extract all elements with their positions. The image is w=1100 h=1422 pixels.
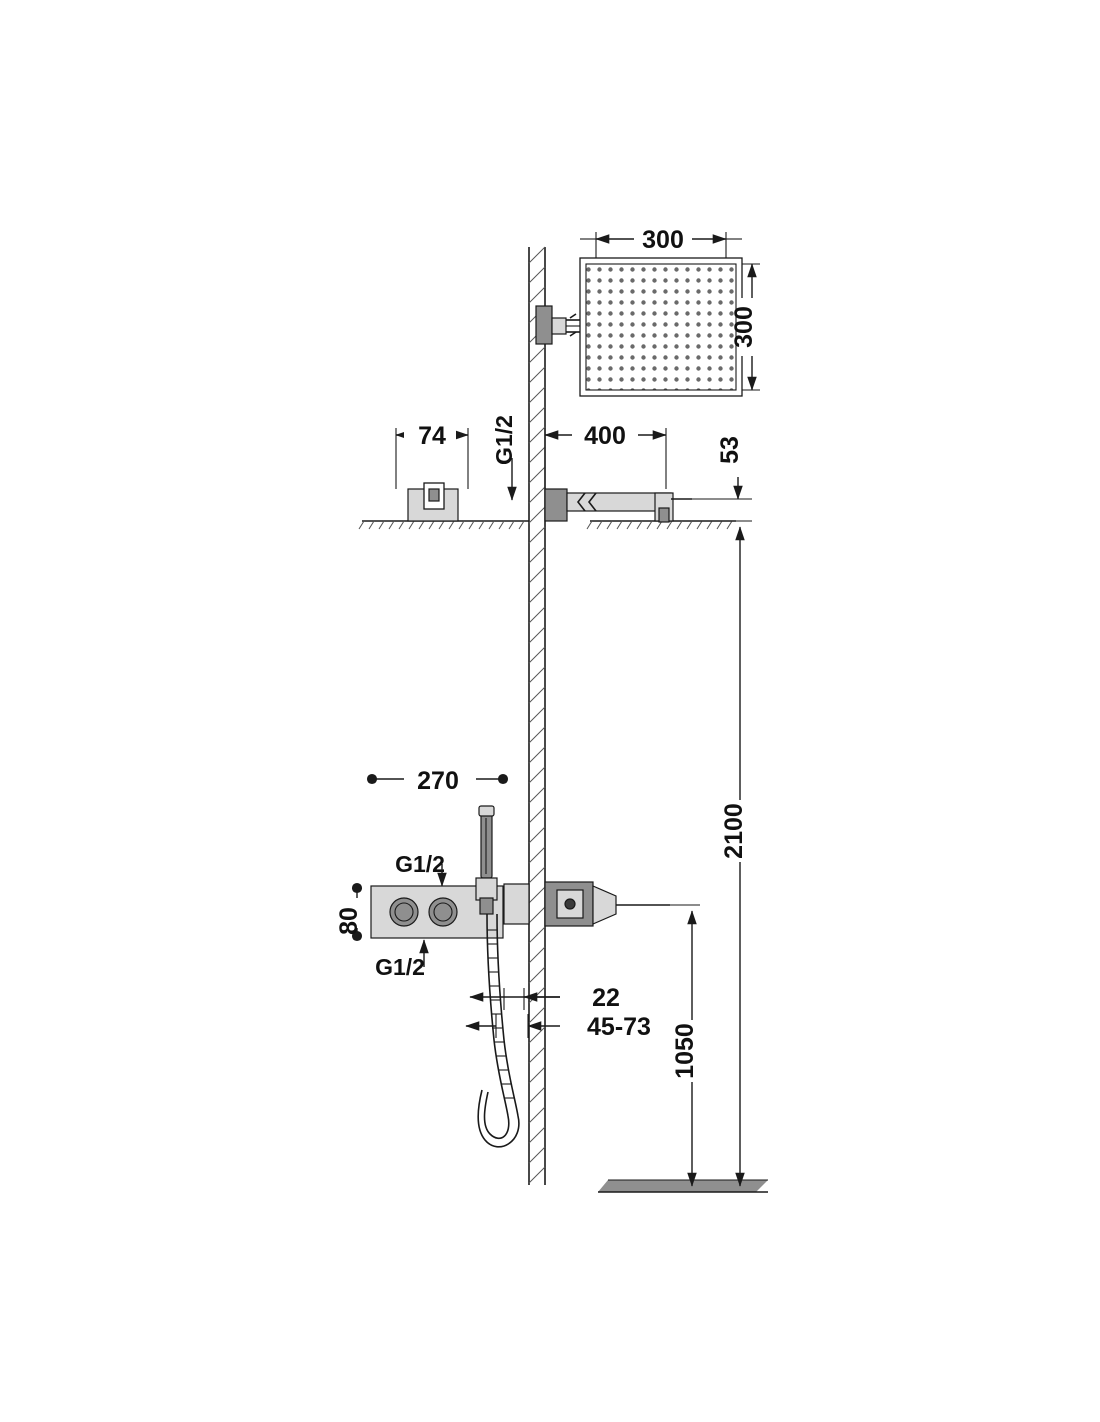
dim-label-g12-valve-bottom: G1/2 — [375, 954, 425, 980]
dim-label-22: 22 — [592, 984, 620, 1012]
dimension-80 — [335, 888, 370, 936]
hand-shower-wall-connector — [504, 882, 670, 926]
dimension-1050 — [616, 905, 719, 1186]
overhead-arm-top — [536, 306, 580, 344]
dimension-head-width — [580, 226, 742, 258]
dim-label-g12-valve-top: G1/2 — [395, 851, 445, 877]
shower-arm-side — [545, 489, 692, 522]
dim-label-80: 80 — [335, 907, 363, 935]
dimension-400 — [545, 421, 666, 489]
wall-outlet-elbow — [408, 483, 458, 521]
dim-label-g12-top: G1/2 — [491, 415, 517, 465]
dim-label-270: 270 — [417, 767, 459, 795]
hand-shower-hose — [478, 914, 519, 1147]
dim-label-74: 74 — [418, 422, 446, 450]
thread-label-valve-bottom — [375, 940, 425, 980]
floor-line — [598, 1180, 768, 1192]
dim-label-45-73: 45-73 — [587, 1013, 651, 1041]
dim-label-1050: 1050 — [671, 1023, 699, 1079]
overhead-shower-head-front — [580, 258, 742, 396]
thread-label-top — [491, 415, 517, 500]
dimension-270 — [372, 765, 503, 795]
dim-label-head-height: 300 — [730, 306, 758, 348]
dim-label-2100: 2100 — [720, 803, 748, 859]
wall-section — [529, 247, 545, 1185]
dimension-74 — [396, 421, 468, 489]
dim-label-400: 400 — [584, 422, 626, 450]
dimension-53 — [692, 425, 752, 499]
hand-shower-wand — [476, 806, 497, 914]
dimension-2100 — [692, 521, 767, 1186]
dim-label-head-width: 300 — [642, 226, 684, 254]
thread-label-valve-top — [395, 851, 445, 886]
dim-label-53: 53 — [716, 436, 744, 464]
ceiling-line-left — [359, 521, 529, 529]
